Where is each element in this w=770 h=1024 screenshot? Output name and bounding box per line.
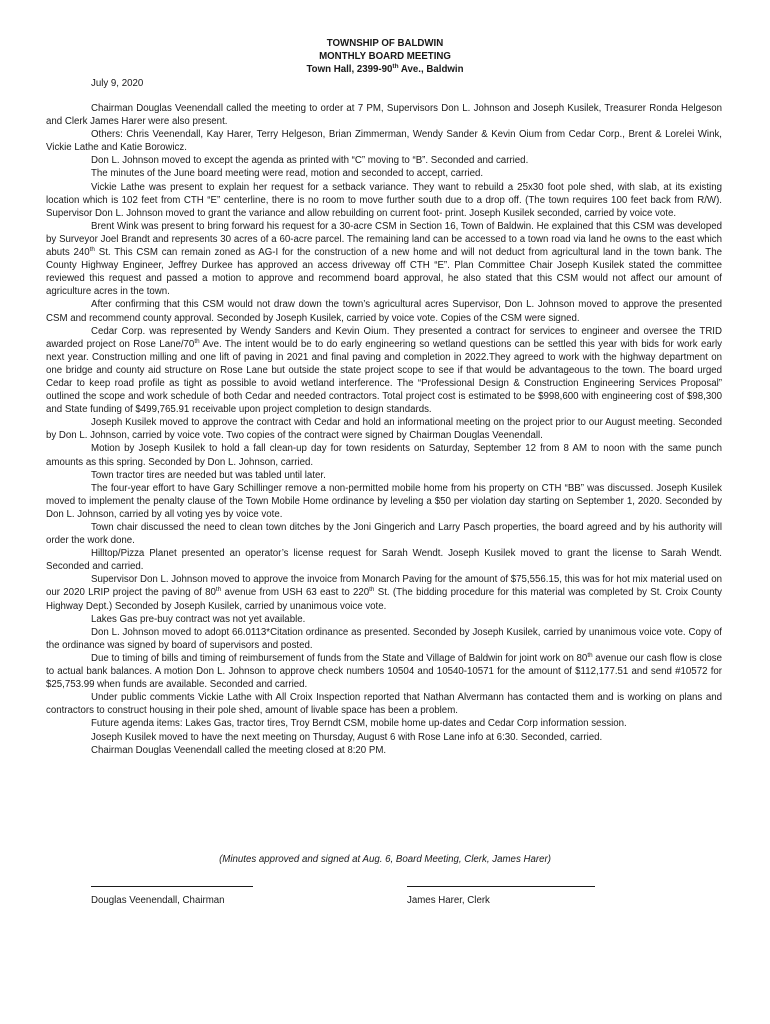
paragraph-clean-up-day: Motion by Joseph Kusilek to hold a fall clean-up day for town residents on Saturday, September 12 from 8 AM to noon with the same punch amounts as this spring. Seconded by Don L. Johnson, carried.: [46, 443, 722, 468]
paragraph-next-meeting: Joseph Kusilek moved to have the next meeting on Thursday, August 6 with Rose Lane info at 6:30. Seconded, carried.: [91, 731, 603, 743]
header-location: Town Hall, 2399-90th Ave., Baldwin: [306, 63, 464, 76]
document-header: [0, 37, 770, 77]
header-meeting-type: MONTHLY BOARD MEETING: [319, 51, 451, 63]
paragraph-future-agenda: Future agenda items: Lakes Gas, tractor tires, Troy Berndt CSM, mobile home up-dates and Cedar Corp information session.: [91, 718, 627, 730]
paragraph-public-comments: Under public comments Vickie Lathe with All Croix Inspection reported that Nathan Alvermann has contacted them and is working on plans and contractors to construct housing in their pole shed, amount of livable space has been a problem.: [46, 692, 722, 717]
paragraph-others-present: Others: Chris Veenendall, Kay Harer, Terry Helgeson, Brian Zimmerman, Wendy Sander & Kevin Oium from Cedar Corp., Brent & Lorelei Wink, Vickie Lathe and Katie Borowicz.: [46, 129, 722, 154]
header-township: TOWNSHIP OF BALDWIN: [326, 38, 444, 49]
chairman-signature-name: Douglas Veenendall, Chairman: [91, 895, 225, 906]
paragraph-cedar-contract: Joseph Kusilek moved to approve the contract with Cedar and hold an informational meeting on the project prior to our August meeting. Seconded by Don L. Johnson, carried by voice vote. Two copies of the contract were signed by Chairman Douglas Veenendall.: [46, 417, 722, 442]
paragraph-agenda: Don L. Johnson moved to except the agenda as printed with “C” moving to “B”. Seconded and carried.: [91, 155, 529, 167]
paragraph-operator-license: Hilltop/Pizza Planet presented an operator’s license request for Sarah Wendt. Joseph Kusilek moved to grant the license to Sarah Wendt. Seconded and carried.: [46, 548, 722, 573]
minutes-body: [46, 102, 722, 757]
paragraph-tractor-tires: Town tractor tires are needed but was tabled until later.: [91, 469, 326, 481]
chairman-signature-line: [91, 886, 253, 887]
meeting-date: July 9, 2020: [91, 78, 144, 89]
paragraph-citation-ordinance: Don L. Johnson moved to adopt 66.0113*Citation ordinance as presented. Seconded by Joseph Kusilek, carried by unanimous voice vote. Copy of the ordinance was signed by board of supervisors and posted.: [46, 626, 722, 651]
paragraph-adjournment: Chairman Douglas Veenendall called the meeting closed at 8:20 PM.: [91, 744, 387, 756]
clerk-signature-name: James Harer, Clerk: [407, 895, 490, 906]
paragraph-setback-variance: Vickie Lathe was present to explain her request for a setback variance. They want to rebuild a 25x30 foot pole shed, with slab, at its existing location which is 102 feet from CTH “E” centerline, there is no room to move further south due to a drop off. (The town requires 100 feet back from R/W). Supervisor Don L. Johnson moved to grant the variance and allow rebuilding on current foot- print. Joseph Kusilek seconded, carried by voice vote.: [46, 181, 722, 219]
paragraph-mobile-home: The four-year effort to have Gary Schillinger remove a non-permitted mobile home from his property on CTH “BB” was discussed. Joseph Kusilek moved to implement the penalty clause of the Town Mobile Home ordinance by leveling a $50 per violation day starting on September 1, 2020. Seconded by Don L. Johnson, carried by all voting yes by voice vote.: [46, 482, 722, 520]
paragraph-cedar-corp: Cedar Corp. was represented by Wendy Sanders and Kevin Oium. They presented a contract for services to engineer and oversee the TRID awarded project on Rose Lane/70th Ave. The intent would be to do early engineering so wetland questions can be settled this year with bids for work early next year. Construction milling and one lift of paving in 2021 and final paving and completion in 2022.They agreed to work with the highway department on one bridge and county aid structure on Rose Lane but outside the state project scope to see if that would be advantageous to the town. The board urged Cedar to keep road profile as tight as possible to avoid wetland interference. The “Professional Design & Construction Engineering Services Proposal” outlined the scope and work schedule of both Cedar and needed contractors. Total project cost is estimated to be $998,600 with engineering cost of $98,300 and State funding of $499,765.91 receivable upon project completion to design standards.: [46, 325, 722, 416]
minutes-approval-note: (Minutes approved and signed at Aug. 6, Board Meeting, Clerk, James Harer): [219, 854, 551, 865]
paragraph-csm-request: Brent Wink was present to bring forward his request for a 30-acre CSM in Section 16, Town of Baldwin. He explained that this CSM was developed by Surveyor Joel Brandt and represents 30 acres of a 60-acre parcel. The remaining land can be accessed to a town road via land he owns to the east which abuts 240th St. This CSM can remain zoned as AG-I for the construction of a new home and will not deduct from agricultural land in the town bank. The County Highway Engineer, Jeffrey Durkee has approved an access driveway off CTH “E”. Plan Committee Chair Joseph Kusilek stated the committee reviewed this request and passed a motion to approve and recommend board approval, he also stated that this CSM would not affect our amount of agriculture acres in the town.: [46, 220, 722, 298]
paragraph-call-to-order: Chairman Douglas Veenendall called the meeting to order at 7 PM, Supervisors Don L. Johnson and Joseph Kusilek, Treasurer Ronda Helgeson and Clerk James Harer were also present.: [46, 103, 722, 128]
paragraph-monarch-paving: Supervisor Don L. Johnson moved to approve the invoice from Monarch Paving for the amount of $75,556.15, this was for hot mix material used on our 2020 LRIP project the paving of 80th avenue from USH 63 east to 220th St. (The bidding procedure for this material was completed by St. Croix County Highway Dept.) Seconded by Joseph Kusilek, carried by unanimous voice vote.: [46, 574, 722, 612]
paragraph-csm-approval: After confirming that this CSM would not draw down the town’s agricultural acres Supervisor, Don L. Johnson moved to approve the presented CSM and recommend county approval. Seconded by Joseph Kusilek, carried by voice vote. Copies of the CSM were signed.: [46, 299, 722, 324]
paragraph-town-ditches: Town chair discussed the need to clean town ditches by the Joni Gingerich and Larry Pasch properties, the board agreed and by his authority will order the work done.: [46, 522, 722, 547]
paragraph-lakes-gas: Lakes Gas pre-buy contract was not yet available.: [91, 613, 306, 625]
clerk-signature-line: [407, 886, 595, 887]
paragraph-bills-checks: Due to timing of bills and timing of reimbursement of funds from the State and Village of Baldwin for joint work on 80th avenue our cash flow is close to actual bank balances. A motion Don L. Johnson to approve check numbers 10504 and 10540-10571 for the amount of $112,177.51 and send #10572 for $25,753.99 when funds are available. Seconded and carried.: [46, 651, 722, 691]
paragraph-june-minutes: The minutes of the June board meeting were read, motion and seconded to accept, carried.: [91, 168, 484, 180]
